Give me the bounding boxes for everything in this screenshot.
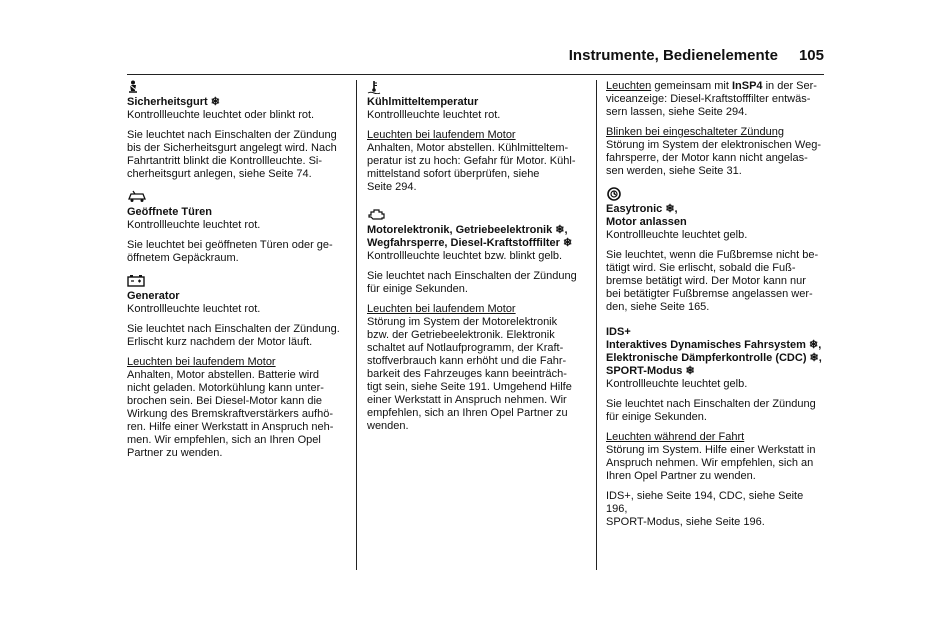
- ids-title-2: Elektronische Dämpferkontrolle (CDC): [606, 352, 807, 364]
- doors-section: [127, 190, 347, 265]
- seatbelt-title: Sicherheitsgurt: [127, 96, 208, 108]
- text-line: bis der Sicherheitsgurt angelegt wird. Nach: [127, 142, 337, 154]
- snowflake-icon: ❄: [210, 96, 220, 108]
- car-doors-icon: [127, 190, 347, 203]
- engine-title-1: Motorelektronik, Getriebeelektronik: [367, 224, 553, 236]
- snowflake-icon: ❄: [563, 237, 573, 249]
- column-divider-right: [596, 80, 597, 570]
- fuel-filter-section: [606, 80, 824, 178]
- text-line: Kontrollleuchte leuchtet rot.: [127, 219, 261, 231]
- text-line: viceanzeige: Diesel-Kraftstofffilter entwäs-: [606, 93, 811, 105]
- coolant-temperature-icon: [367, 80, 585, 93]
- text-line: Kontrollleuchte leuchtet gelb.: [606, 378, 748, 390]
- easytronic-section: Easytronic ❄, Motor anlassen Kontrollleuchte leuchtet gelb. Sie leuchtet, wenn die Fußbremse nicht be- tätigt wird. Sie erlischt, sobald die Fuß- bremse betätigt wird. Der Motor kann nur bei betätigter Fußbremse angelassen wer- den, siehe Seite 165.: [606, 187, 824, 314]
- text-line: Sie leuchtet, wenn die Fußbremse nicht be-: [606, 249, 819, 261]
- text-line: Sie leuchtet nach Einschalten der Zündung: [367, 270, 577, 282]
- text-line: Kontrollleuchte leuchtet gelb.: [606, 229, 748, 241]
- ids-title-1: Interaktives Dynamisches Fahrsystem: [606, 339, 806, 351]
- page-number: 105: [798, 47, 824, 64]
- text-line: sen werden, siehe Seite 31.: [606, 165, 742, 177]
- subheading: Leuchten während der Fahrt: [606, 431, 745, 443]
- text-line: Kontrollleuchte leuchtet bzw. blinkt gelb.: [367, 250, 563, 262]
- text-line: Ihren Opel Partner zu wenden.: [606, 470, 756, 482]
- column-left: [127, 80, 347, 469]
- easytronic-title-1: Easytronic: [606, 203, 663, 215]
- text-line: bzw. der Getriebeelektronik. Elektronik: [367, 329, 555, 341]
- text-line: mittelstand sofort überprüfen, siehe: [367, 168, 540, 180]
- engine-title-2: Wegfahrsperre, Diesel-Kraftstofffilter: [367, 237, 560, 249]
- text-line: Seite 294.: [367, 181, 417, 193]
- text-line: Anspruch nehmen. Wir empfehlen, sich an: [606, 457, 814, 469]
- text-line: Sie leuchtet nach Einschalten der Zündung: [127, 129, 337, 141]
- snowflake-icon: ❄: [809, 339, 819, 351]
- text-line: Kontrollleuchte leuchtet rot.: [367, 109, 501, 121]
- text-line: Sie leuchtet bei geöffneten Türen oder ge-: [127, 239, 333, 251]
- engine-icon: [367, 208, 585, 221]
- easytronic-icon: [606, 187, 824, 200]
- text-line: empfehlen, sich an Ihren Opel Partner zu: [367, 407, 568, 419]
- text-line: sern lassen, siehe Seite 294.: [606, 106, 748, 118]
- ids-section: IDS+ Interaktives Dynamisches Fahrsystem ❄, Elektronische Dämpferkontrolle (CDC) ❄, SPORT-Modus ❄ Kontrollleuchte leuchtet gelb. Sie leuchtet nach Einschalten der Zündung für einige Sekunden. Leuchten während der Fahrt Störung im System. Hilfe einer Werkstatt in Anspruch nehmen. Wir empfehlen, sich an Ihren Opel Partner zu wenden. IDS+, siehe Seite 194, CDC, siehe Seite 196, SPORT-Modus, siehe Seite 196.: [606, 326, 824, 529]
- text-line: Störung im System der Motorelektronik: [367, 316, 558, 328]
- ids-title-3: SPORT-Modus: [606, 365, 683, 377]
- text-line: für einige Sekunden.: [606, 411, 707, 423]
- text-line: brochen sein. Bei Diesel-Motor kann die: [127, 395, 323, 407]
- text-line: Wirkung des Bremskraftverstärkers aufhö-: [127, 408, 334, 420]
- text-line: stoffverbrauch kann erhöht und die Fahr-: [367, 355, 567, 367]
- text-line: Sie leuchtet nach Einschalten der Zündung.: [127, 323, 340, 335]
- text-line: schaltet auf Notlaufprogramm, der Kraft-: [367, 342, 564, 354]
- text-line: Kontrollleuchte leuchtet rot.: [127, 303, 261, 315]
- text-line: den, siehe Seite 165.: [606, 301, 710, 313]
- text-line: SPORT-Modus, siehe Seite 196.: [606, 516, 765, 528]
- text-line: bei betätigter Fußbremse angelassen wer-: [606, 288, 813, 300]
- text-fragment: gemeinsam mit: [651, 80, 732, 92]
- seatbelt-icon: [127, 80, 347, 93]
- text-line: peratur ist zu hoch: Gefahr für Motor. Kühl-: [367, 155, 576, 167]
- text-line: Fahrtantritt blinkt die Kontrollleuchte. Si-: [127, 155, 323, 167]
- column-middle: [367, 80, 585, 442]
- text-fragment: in der Ser-: [762, 80, 817, 92]
- text-line: wenden.: [367, 420, 409, 432]
- column-divider-left: [356, 80, 357, 570]
- generator-section: [127, 274, 347, 460]
- subheading: Leuchten bei laufendem Motor: [367, 129, 516, 141]
- snowflake-icon: ❄: [809, 352, 819, 364]
- text-line: Anhalten, Motor abstellen. Batterie wird: [127, 369, 319, 381]
- text-line: ren. Hilfe einer Werkstatt in Anspruch neh-: [127, 421, 334, 433]
- coolant-section: [367, 80, 585, 194]
- section-title: Instrumente, Bedienelemente: [568, 47, 778, 64]
- text-line: einer Werkstatt in Anspruch nehmen. Wir: [367, 394, 567, 406]
- text-line: Störung im System der elektronischen Weg-: [606, 139, 821, 151]
- text-line: bremse betätigt wird. Der Motor kann nur: [606, 275, 806, 287]
- subheading: Leuchten bei laufendem Motor: [127, 356, 276, 368]
- text-line: IDS+, siehe Seite 194, CDC, siehe Seite 196,: [606, 490, 804, 515]
- coolant-title: Kühlmitteltemperatur: [367, 96, 479, 108]
- engine-electronics-section: Motorelektronik, Getriebeelektronik ❄, Wegfahrsperre, Diesel-Kraftstofffilter ❄ Kontrollleuchte leuchtet bzw. blinkt gelb. Sie leuchtet nach Einschalten der Zündung für einige Sekunden. Leuchten bei laufendem Motor Störung im System der Motorelektronik bzw. der Getriebeelektronik. Elektronik schaltet auf Notlaufprogramm, der Kraft- stoffverbrauch kann erhöht und die Fahr- barkeit des Fahrzeuges kann beeinträch- tigt sein, siehe Seite 191. Umgehend Hilfe einer Werkstatt in Anspruch nehmen. Wir empfehlen, sich an Ihren Opel Partner zu wenden.: [367, 208, 585, 433]
- text-line: nicht geladen. Motorkühlung kann unter-: [127, 382, 324, 394]
- snowflake-icon: ❄: [685, 365, 695, 377]
- subheading: Blinken bei eingeschalteter Zündung: [606, 126, 784, 138]
- text-line: Partner zu wenden.: [127, 447, 223, 459]
- text-line: öffnetem Gepäckraum.: [127, 252, 239, 264]
- text-line: Anhalten, Motor abstellen. Kühlmitteltem-: [367, 142, 569, 154]
- text-line: tätigt wird. Sie erlischt, sobald die Fuß-: [606, 262, 796, 274]
- text-line: tigt sein, siehe Seite 191. Umgehend Hilfe: [367, 381, 572, 393]
- snowflake-icon: ❄: [555, 224, 565, 236]
- subheading: Leuchten: [606, 80, 652, 92]
- text-line: fahrsperre, der Motor kann nicht angelas-: [606, 152, 808, 164]
- generator-title: Generator: [127, 290, 180, 302]
- text-line: Kontrollleuchte leuchtet oder blinkt rot.: [127, 109, 315, 121]
- seatbelt-section: [127, 80, 347, 181]
- easytronic-title-2: Motor anlassen: [606, 216, 687, 228]
- doors-title: Geöffnete Türen: [127, 206, 212, 218]
- column-right: [606, 80, 824, 538]
- text-line: Erlischt kurz nachdem der Motor läuft.: [127, 336, 313, 348]
- subheading: Leuchten bei laufendem Motor: [367, 303, 516, 315]
- text-line: men. Wir empfehlen, sich an Ihren Opel: [127, 434, 321, 446]
- text-line: Störung im System. Hilfe einer Werkstatt in: [606, 444, 816, 456]
- service-code: InSP4: [731, 80, 763, 92]
- text-line: barkeit des Fahrzeuges kann beeinträch-: [367, 368, 567, 380]
- text-line: cherheitsgurt anlegen, siehe Seite 74.: [127, 168, 312, 180]
- page-header: [127, 44, 824, 75]
- text-line: für einige Sekunden.: [367, 283, 468, 295]
- ids-label: IDS+: [606, 326, 631, 338]
- battery-icon: [127, 274, 347, 287]
- snowflake-icon: ❄: [665, 203, 675, 215]
- text-line: Sie leuchtet nach Einschalten der Zündung: [606, 398, 816, 410]
